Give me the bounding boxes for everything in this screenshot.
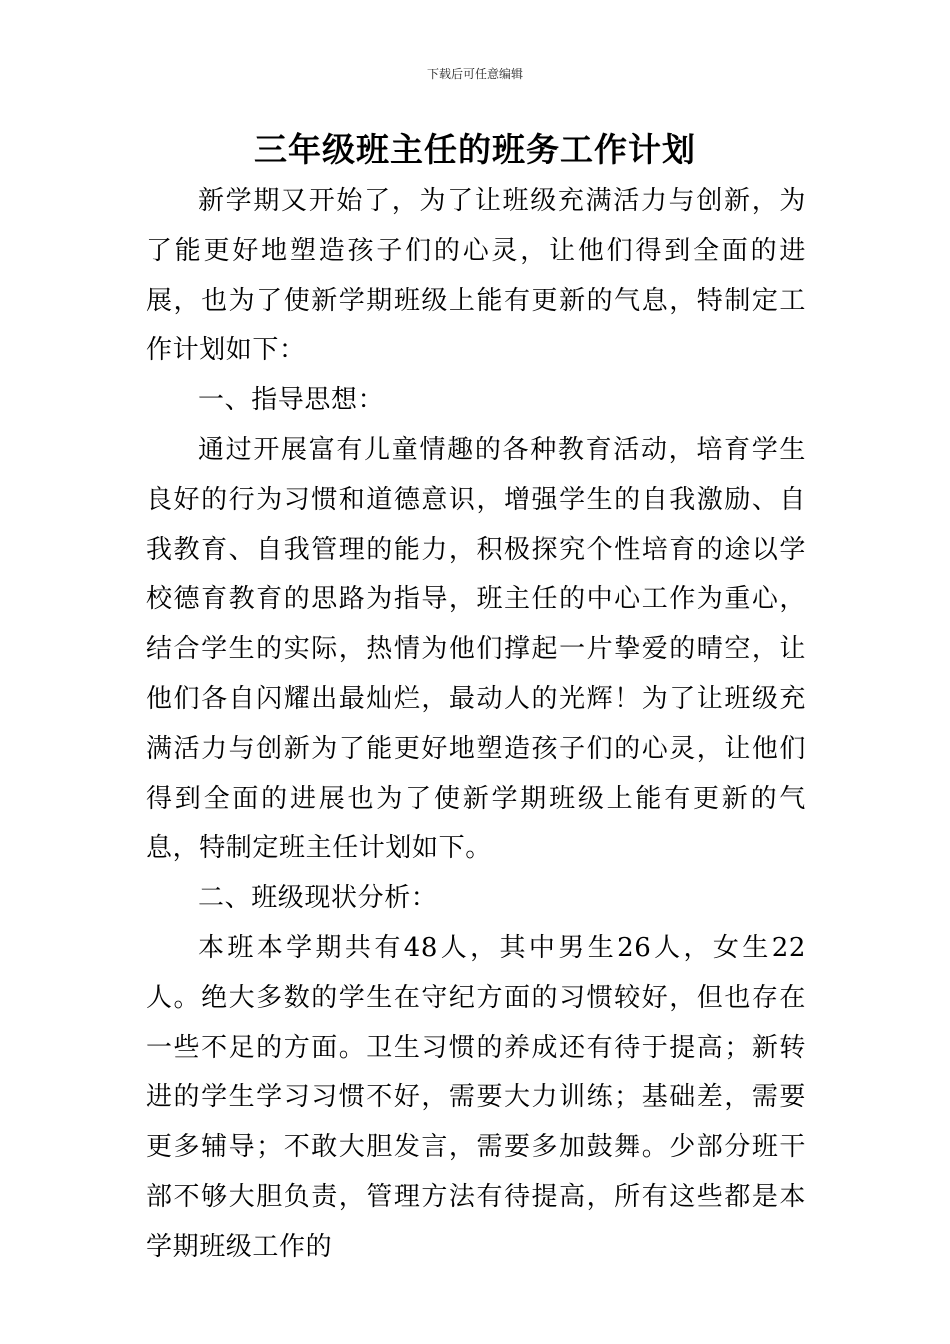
guiding-ideology-paragraph: 通过开展富有儿童情趣的各种教育活动，培育学生良好的行为习惯和道德意识，增强学生的自我激励、自我教育、自我管理的能力，积极探究个性培育的途以学校德育教育的思路为指导，班主任的中心工作为重心，结合学生的实际，热情为他们撑起一片挚爱的晴空，让他们各自闪耀出最灿烂，最动人的光辉！为了让班级充满活力与创新为了能更好地塑造孩子们的心灵，让他们得到全面的进展也为了使新学期班级上能有更新的气息，特制定班主任计划如下。 [146, 434, 806, 864]
header-note: 下载后可任意编辑 [426, 67, 523, 81]
class-analysis-paragraph: 本班本学期共有48人，其中男生26人，女生22人。绝大多数的学生在守纪方面的习惯较好，但也存在一些不足的方面。卫生习惯的养成还有待于提高；新转进的学生学习习惯不好，需要大力训练；基础差，需要更多辅导；不敢大胆发言，需要多加鼓舞。少部分班干部不够大胆负责，管理方法有待提高，所有这些都是本学期班级工作的 [146, 932, 806, 1262]
document-body [146, 177, 806, 1273]
section-heading-class-analysis: 二、班级现状分析： [198, 883, 438, 914]
document-title: 三年级班主任的班务工作计划 [254, 130, 696, 169]
intro-paragraph: 新学期又开始了，为了让班级充满活力与创新，为了能更好地塑造孩子们的心灵，让他们得到全面的进展，也为了使新学期班级上能有更新的气息，特制定工作计划如下： [146, 186, 806, 366]
section-heading-guiding-ideology: 一、指导思想： [198, 385, 385, 416]
